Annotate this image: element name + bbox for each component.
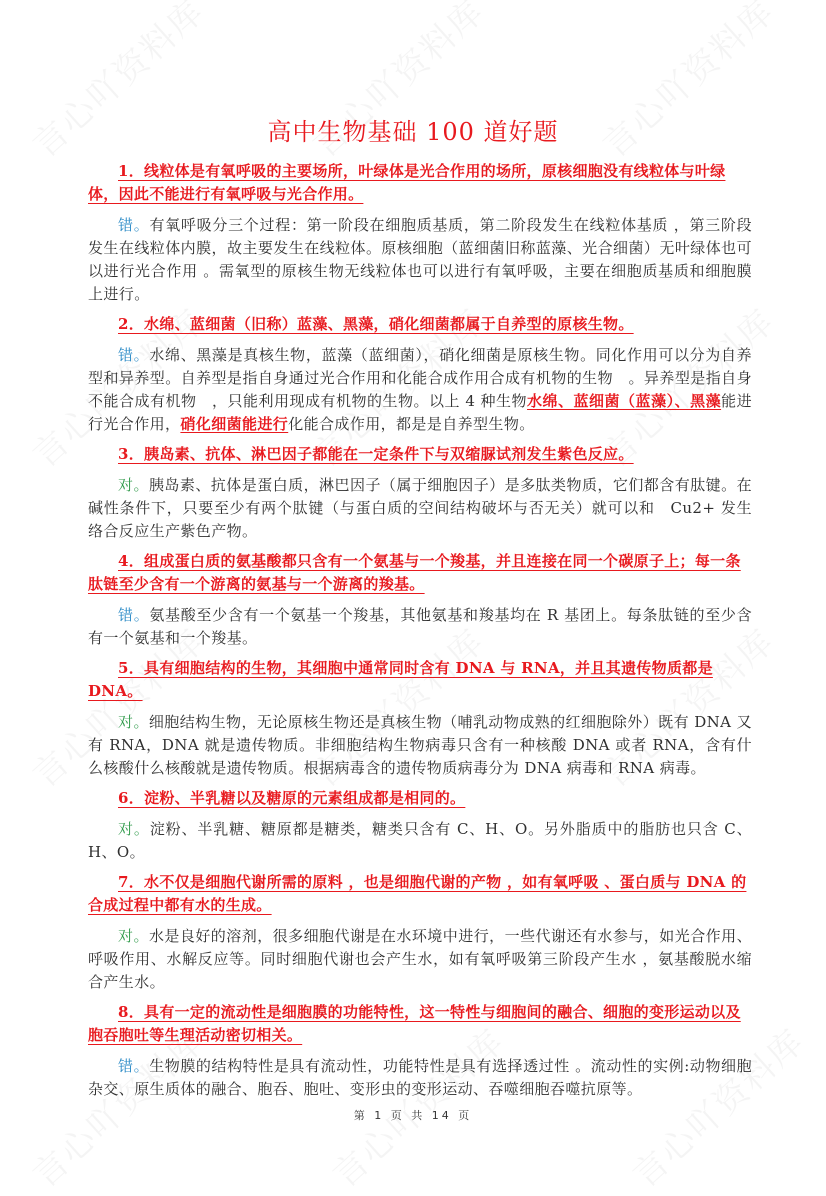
- question-statement: 3．胰岛素、抗体、淋巴因子都能在一定条件下与双缩脲试剂发生紫色反应。: [118, 445, 634, 463]
- answer-text: 水绵、黑藻是真核生物，蓝藻（蓝细菌），硝化细菌是原核生物。同化作用可以分为自养型和异养型。自养型是指自身通过光合作用和化能合成作用合成有机物的生物 。异养型是指自身不能合成有机物 ，只能利用现成有机物的生物。以上 4 种生物: [88, 346, 752, 410]
- question-statement: 1．线粒体是有氧呼吸的主要场所，叶绿体是光合作用的场所，原核细胞没有线粒体与叶绿体，因此不能进行有氧呼吸与光合作用。: [88, 162, 726, 203]
- page-footer: 第 1 页 共 14 页: [353, 1109, 473, 1122]
- answer-explanation: [88, 344, 752, 436]
- answer-explanation: [88, 711, 752, 780]
- answer-explanation: [88, 214, 752, 306]
- verdict-wrong-label: 错。: [118, 216, 150, 234]
- question-list: [88, 160, 752, 1108]
- answer-text: 化能合成作用，都是是自养型生物。: [288, 415, 535, 433]
- verdict-wrong-label: 错。: [118, 606, 150, 624]
- verdict-wrong-label: 错。: [118, 1057, 150, 1075]
- answer-text: 氨基酸至少含有一个氨基一个羧基，其他氨基和羧基均在 R 基团上。每条肽链的至少含有一个氨基和一个羧基。: [88, 606, 752, 647]
- question-statement: 2．水绵、蓝细菌（旧称）蓝藻、黑藻，硝化细菌都属于自养型的原核生物。: [118, 315, 634, 333]
- question-statement: 5．具有细胞结构的生物，其细胞中通常同时含有 DNA 与 RNA，并且其遗传物质都是 DNA。: [88, 659, 713, 700]
- highlighted-text: 硝化细菌能进行: [180, 415, 289, 433]
- question-statement: 6．淀粉、半乳糖以及糖原的元素组成都是相同的。: [118, 789, 466, 807]
- answer-text: 淀粉、半乳糖、糖原都是糖类，糖类只含有 C、H、O。另外脂质中的脂肪也只含 C、H、O。: [88, 820, 752, 861]
- answer-text: 细胞结构生物，无论原核生物还是真核生物（哺乳动物成熟的红细胞除外）既有 DNA 又有 RNA，DNA 就是遗传物质。非细胞结构生物病毒只含有一种核酸 DNA 或者 RNA，含有什么核酸什么核酸就是遗传物质。根据病毒含的遗传物质病毒分为 DNA 病毒和 RNA 病毒。: [88, 713, 752, 777]
- question-statement: 8．具有一定的流动性是细胞膜的功能特性，这一特性与细胞间的融合、细胞的变形运动以及胞吞胞吐等生理活动密切相关。: [88, 1003, 741, 1044]
- verdict-right-label: 对。: [118, 713, 149, 731]
- document-title: 高中生物基础 100 道好题: [267, 118, 559, 146]
- answer-explanation: [88, 818, 752, 864]
- question-statement: 4．组成蛋白质的氨基酸都只含有一个氨基与一个羧基，并且连接在同一个碳原子上；每一条肽链至少含有一个游离的氨基与一个游离的羧基。: [88, 552, 741, 593]
- answer-text: 能进行光合作用，: [88, 392, 752, 433]
- answer-explanation: [88, 604, 752, 650]
- answer-text: 胰岛素、抗体是蛋白质，淋巴因子（属于细胞因子）是多肽类物质，它们都含有肽键。在碱性条件下，只要至少有两个肽键（与蛋白质的空间结构破坏与否无关）就可以和 Cu2+ 发生络合反应生产紫色产物。: [88, 476, 752, 540]
- verdict-wrong-label: 错。: [118, 346, 150, 364]
- verdict-right-label: 对。: [118, 476, 149, 494]
- highlighted-text: 水绵、蓝细菌（蓝藻）、黑藻: [527, 392, 722, 410]
- answer-explanation: [88, 1055, 752, 1101]
- question-statement: 7．水不仅是细胞代谢所需的原料 ，也是细胞代谢的产物 ，如有氧呼吸 、蛋白质与 DNA 的合成过程中都有水的生成。: [88, 873, 747, 914]
- answer-explanation: [88, 925, 752, 994]
- verdict-right-label: 对。: [118, 820, 150, 838]
- answer-explanation: [88, 474, 752, 543]
- answer-text: 有氧呼吸分三个过程：第一阶段在细胞质基质，第二阶段发生在线粒体基质 ，第三阶段发生在线粒体内膜，故主要发生在线粒体。原核细胞（蓝细菌旧称蓝藻、光合细菌）无叶绿体也可以进行光合作用 。需氧型的原核生物无线粒体也可以进行有氧呼吸，主要在细胞质基质和细胞膜上进行。: [88, 216, 753, 303]
- answer-text: 生物膜的结构特性是具有流动性，功能特性是具有选择透过性 。流动性的实例:动物细胞杂交、原生质体的融合、胞吞、胞吐、变形虫的变形运动、吞噬细胞吞噬抗原等。: [88, 1057, 753, 1098]
- answer-text: 水是良好的溶剂，很多细胞代谢是在水环境中进行，一些代谢还有水参与，如光合作用、呼吸作用、水解反应等。同时细胞代谢也会产生水，如有氧呼吸第三阶段产生水 ，氨基酸脱水缩合产生水。: [88, 927, 752, 991]
- verdict-right-label: 对。: [118, 927, 149, 945]
